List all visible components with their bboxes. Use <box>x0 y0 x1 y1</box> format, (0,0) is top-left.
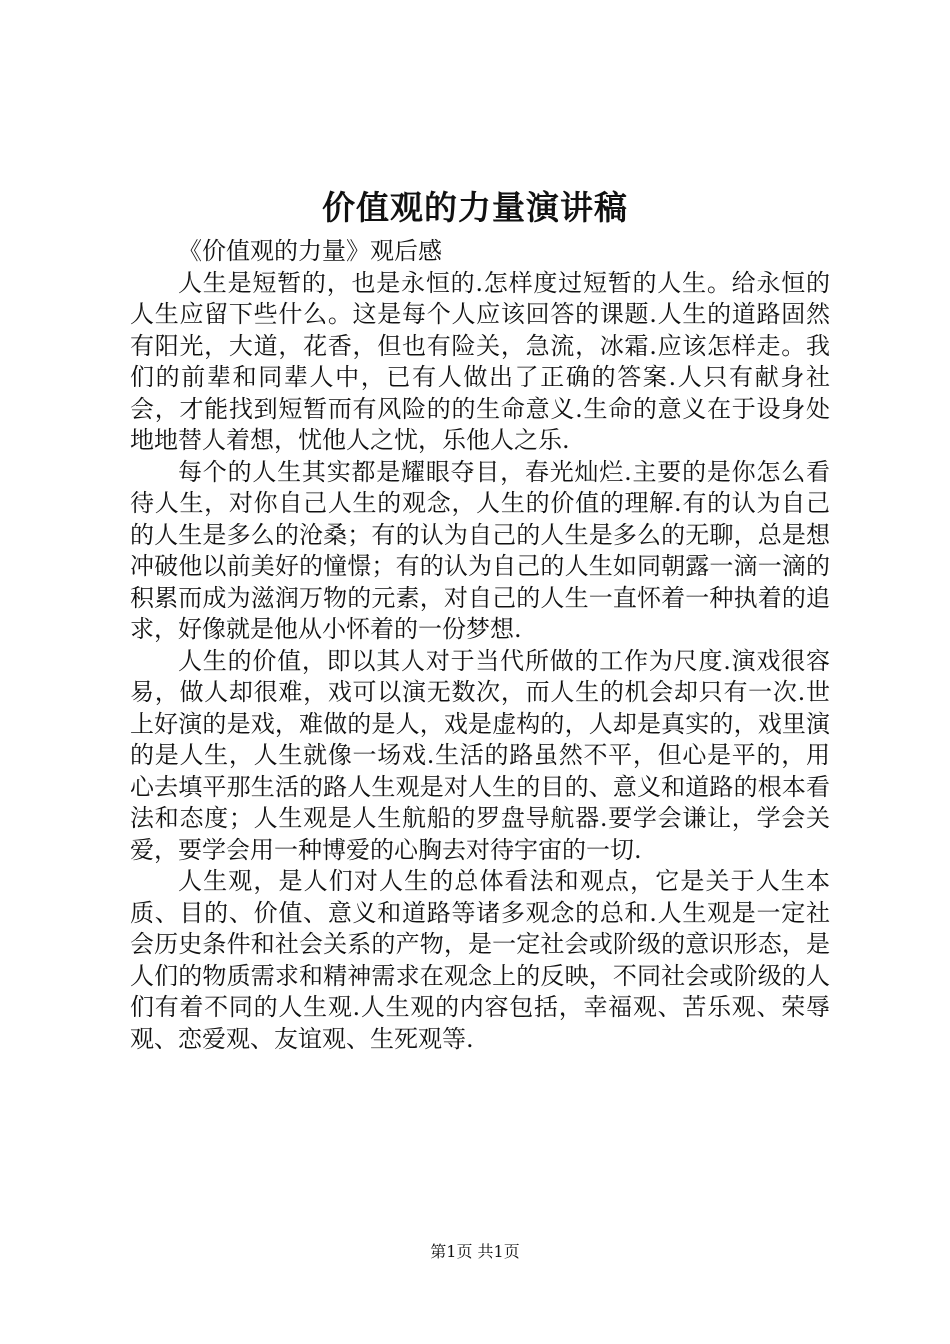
subtitle-paragraph: 《价值观的力量》观后感 <box>178 237 442 265</box>
page-footer: 第1页 共1页 <box>430 1242 520 1261</box>
body-paragraph: 人生是短暂的，也是永恒的.怎样度过短暂的人生。给永恒的人生应留下些什么。这是每个人应该回答的课题.人生的道路固然有阳光，大道，花香，但也有险关，急流，冰霜.应该怎样走。我们的前辈和同辈人中，已有人做出了正确的答案.人只有献身社会，才能找到短暂而有风险的的生命意义.生命的意义在于设身处地地替人着想，忧他人之忧，乐他人之乐. <box>130 268 830 454</box>
body-paragraph: 人生观，是人们对人生的总体看法和观点，它是关于人生本质、目的、价值、意义和道路等诸多观念的总和.人生观是一定社会历史条件和社会关系的产物，是一定社会或阶级的意识形态，是人们的物质需求和精神需求在观念上的反映，不同社会或阶级的人们有着不同的人生观.人生观的内容包括，幸福观、苦乐观、荣辱观、恋爱观、友谊观、生死观等. <box>130 867 830 1053</box>
body-paragraph: 人生的价值，即以其人对于当代所做的工作为尺度.演戏很容易，做人却很难，戏可以演无数次，而人生的机会却只有一次.世上好演的是戏，难做的是人，戏是虚构的，人却是真实的，戏里演的是人生，人生就像一场戏.生活的路虽然不平，但心是平的，用心去填平那生活的路人生观是对人生的目的、意义和道路的根本看法和态度；人生观是人生航船的罗盘导航器.要学会谦让，学会关爱，要学会用一种博爱的心胸去对待宇宙的一切. <box>130 646 830 864</box>
document-title: 价值观的力量演讲稿 <box>322 188 628 227</box>
body-paragraph: 每个的人生其实都是耀眼夺目，春光灿烂.主要的是你怎么看待人生，对你自己人生的观念，人生的价值的理解.有的认为自己的人生是多么的沧桑；有的认为自己的人生是多么的无聊，总是想冲破他以前美好的憧憬；有的认为自己的人生如同朝露一滴一滴的积累而成为滋润万物的元素，对自己的人生一直怀着一种执着的追求，好像就是他从小怀着的一份梦想. <box>130 457 830 643</box>
document-body <box>130 236 830 1055</box>
